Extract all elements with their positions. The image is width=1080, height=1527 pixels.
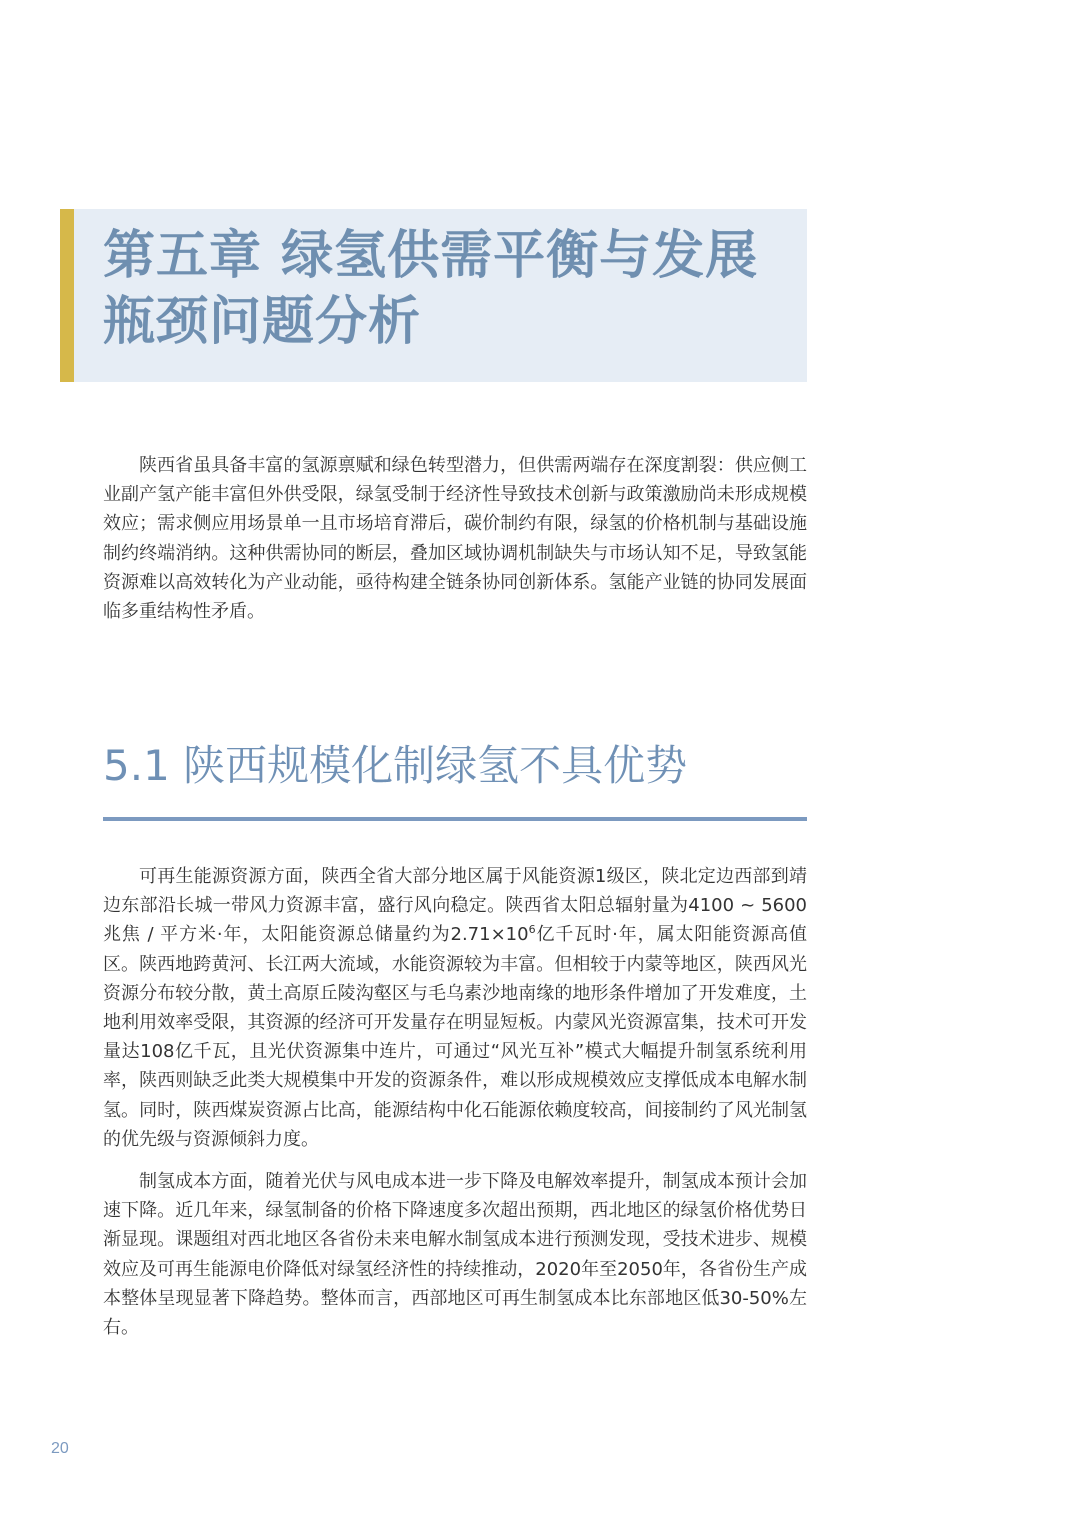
chapter-title-banner	[60, 209, 807, 382]
chapter-accent-bar	[60, 209, 74, 382]
body-paragraph-resources	[103, 862, 807, 1154]
chapter-title: 第五章 绿氢供需平衡与发展瓶颈问题分析	[103, 226, 759, 352]
section-heading: 5.1 陕西规模化制绿氢不具优势	[103, 741, 688, 790]
exponent: 6	[528, 923, 536, 937]
page-number: 20	[51, 1440, 69, 1457]
paragraph-text-part1: 可再生能源资源方面，陕西全省大部分地区属于风能资源1级区，陕北定边西部到靖边东部沿长城一带风力资源丰富，盛行风向稳定。陕西省太阳总辐射量为4100 ~ 5600兆焦 / 平方米·年，太阳能资源总储量约为2.71×10	[103, 866, 807, 946]
paragraph-text-part2: 亿千瓦时·年，属太阳能资源高值区。陕西地跨黄河、长江两大流域，水能资源较为丰富。但相较于内蒙等地区，陕西风光资源分布较分散，黄土高原丘陵沟壑区与毛乌素沙地南缘的地形条件增加了开发难度，土地利用效率受限，其资源的经济可开发量存在明显短板。内蒙风光资源富集，技术可开发量达108亿千瓦，且光伏资源集中连片，可通过“风光互补”模式大幅提升制氢系统利用率，陕西则缺乏此类大规模集中开发的资源条件，难以形成规模效应支撑低成本电解水制氢。同时，陕西煤炭资源占比高，能源结构中化石能源依赖度较高，间接制约了风光制氢的优先级与资源倾斜力度。	[103, 924, 807, 1150]
intro-paragraph: 陕西省虽具备丰富的氢源禀赋和绿色转型潜力，但供需两端存在深度割裂：供应侧工业副产氢产能丰富但外供受限，绿氢受制于经济性导致技术创新与政策激励尚未形成规模效应；需求侧应用场景单一且市场培育滞后，碳价制约有限，绿氢的价格机制与基础设施制约终端消纳。这种供需协同的断层，叠加区域协调机制缺失与市场认知不足，导致氢能资源难以高效转化为产业动能，亟待构建全链条协同创新体系。氢能产业链的协同发展面临多重结构性矛盾。	[103, 455, 807, 623]
body-paragraph-cost: 制氢成本方面，随着光伏与风电成本进一步下降及电解效率提升，制氢成本预计会加速下降。近几年来，绿氢制备的价格下降速度多次超出预期，西北地区的绿氢价格优势日渐显现。课题组对西北地区各省份未来电解水制氢成本进行预测发现，受技术进步、规模效应及可再生能源电价降低对绿氢经济性的持续推动，2020年至2050年，各省份生产成本整体呈现显著下降趋势。整体而言，西部地区可再生制氢成本比东部地区低30-50%左右。	[103, 1171, 807, 1339]
section-divider	[103, 817, 807, 821]
